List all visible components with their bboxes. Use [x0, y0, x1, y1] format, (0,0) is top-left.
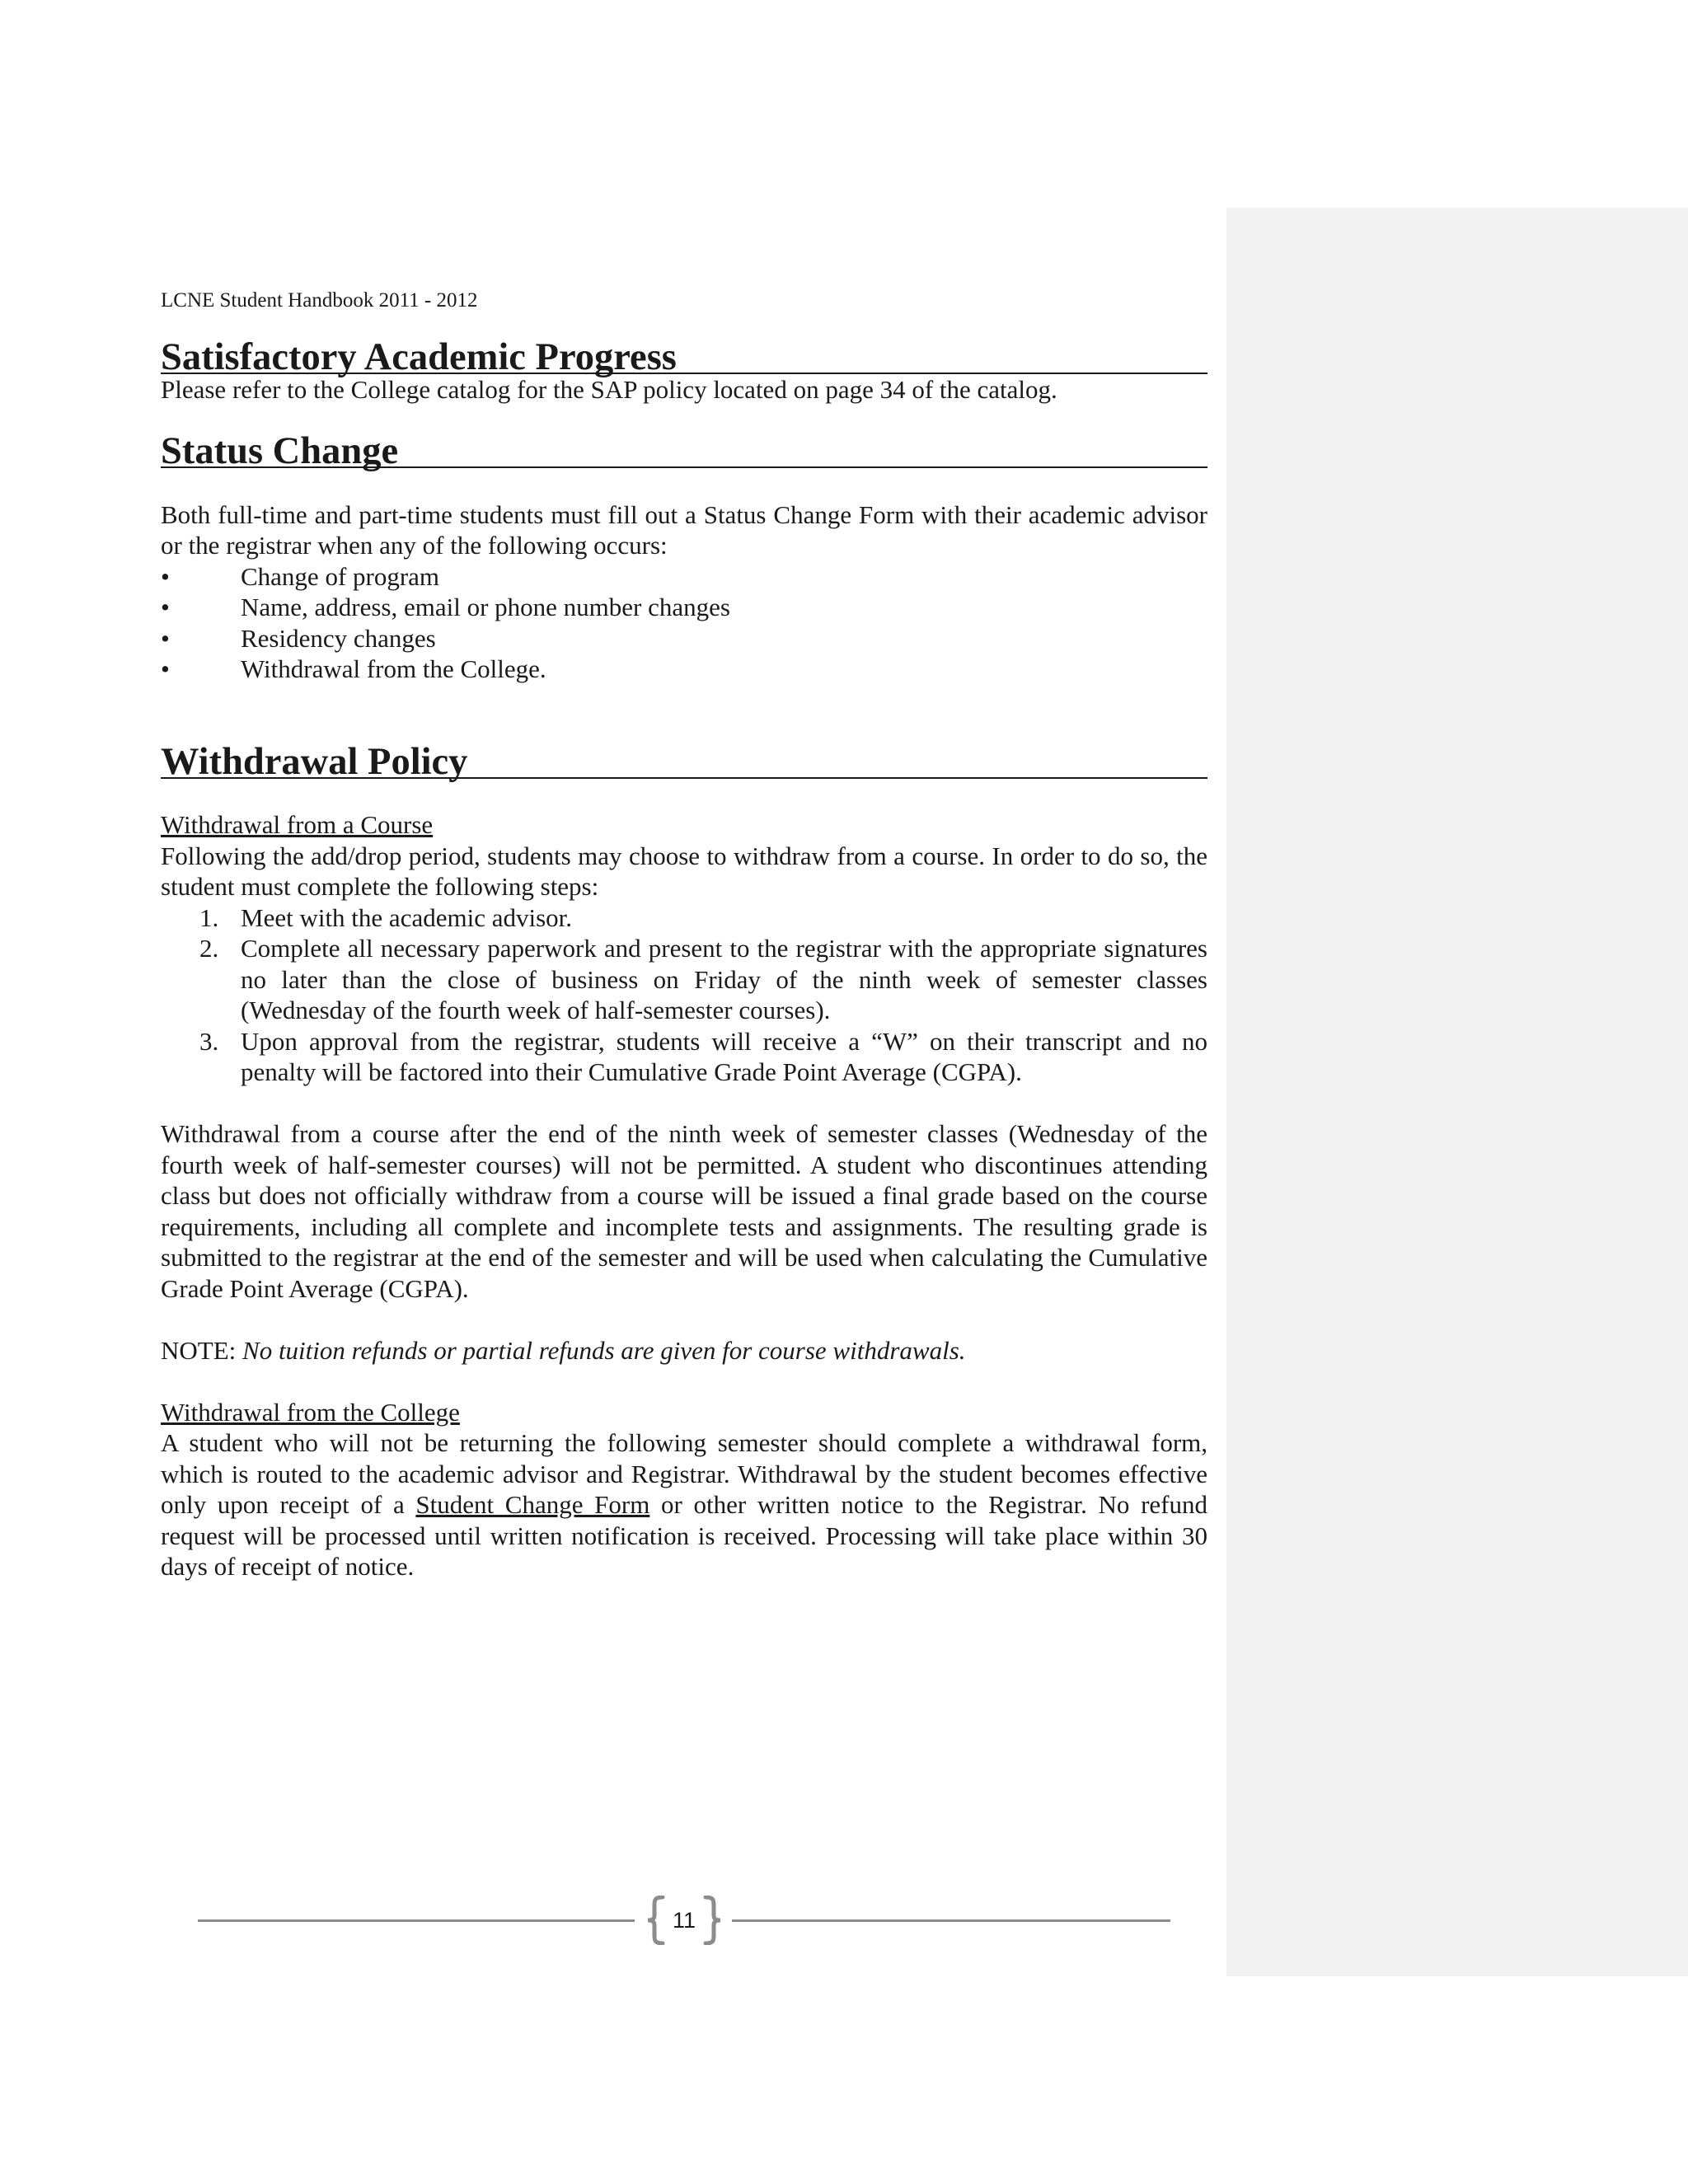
step-number: 1. — [199, 902, 219, 932]
step-text: Complete all necessary paperwork and present to the registrar with the appropriate signatures no later than the close of business on Friday of the ninth week of semester classes (Wednesday of the fourth week of half-semester courses). — [241, 934, 1207, 1024]
withdrawal-course-subheading-line — [161, 809, 1207, 841]
step-number: 3. — [199, 1026, 219, 1056]
list-item — [161, 902, 1207, 934]
bullet-icon: • — [161, 654, 170, 683]
withdrawal-policy-heading: Withdrawal Policy — [161, 747, 1207, 779]
status-change-intro: Both full-time and part-time students must fill out a Status Change Form with their academic advisor or the registrar when any of the following occurs: — [161, 499, 1207, 560]
step-text: Upon approval from the registrar, students will receive a “W” on their transcript and no penalty will be factored into their Cumulative Grade Point Average (CGPA). — [241, 1026, 1207, 1086]
page-number: 11 — [672, 1908, 696, 1933]
bullet-icon: • — [161, 561, 170, 591]
status-change-heading: Status Change — [161, 436, 1207, 468]
withdrawal-course-subheading: Withdrawal from a Course — [161, 810, 434, 839]
page-header: LCNE Student Handbook 2011 - 2012 — [161, 289, 478, 312]
student-change-form-link[interactable]: Student Change Form — [415, 1490, 650, 1519]
withdrawal-steps-list — [161, 902, 1207, 1088]
list-item — [161, 623, 1207, 654]
withdrawal-college-subheading-line — [161, 1397, 1207, 1428]
list-item — [161, 1026, 1207, 1088]
list-item — [161, 592, 1207, 623]
footer-rule-left — [198, 1919, 635, 1922]
page-content — [161, 336, 1207, 1582]
step-text: Meet with the academic advisor. — [241, 902, 573, 932]
list-item — [161, 561, 1207, 593]
withdrawal-course-after-text: Withdrawal from a course after the end of the ninth week of semester classes (Wednesday of the fourth week of half-semester courses) will not be permitted. A student who discontinues attending class but does not officially withdraw from a course will be issued a final grade based on the course requirements, including all complete and incomplete tests and assignments. The resulting grade is submitted to the registrar at the end of the semester and will be used when calculating the Cumulative Grade Point Average (CGPA). — [161, 1119, 1207, 1303]
sap-heading: Satisfactory Academic Progress — [161, 342, 1207, 374]
note-label: NOTE: — [161, 1335, 243, 1365]
bullet-icon: • — [161, 593, 170, 621]
withdrawal-course-intro: Following the add/drop period, students may choose to withdraw from a course. In order to do so, the student must complete the following steps: — [161, 841, 1207, 901]
withdrawal-college-text-part2: or other written notice to the Registrar. No refund request will be processed until written notification is received. Processing will take place within 30 days of receipt of notice. — [161, 1490, 1207, 1581]
withdrawal-note — [161, 1335, 1207, 1366]
comment-pane — [1226, 208, 1688, 1976]
list-item-text: Name, address, email or phone number changes — [241, 593, 730, 621]
list-item — [161, 933, 1207, 1026]
note-text: No tuition refunds or partial refunds are given for course withdrawals. — [242, 1335, 966, 1365]
list-item-text: Withdrawal from the College. — [241, 654, 546, 683]
list-item-text: Residency changes — [241, 623, 436, 653]
list-item — [161, 654, 1207, 685]
sap-text: Please refer to the College catalog for the SAP policy located on page 34 of the catalog. — [161, 375, 1057, 404]
status-change-list — [161, 561, 1207, 685]
page-footer — [198, 1896, 1170, 1945]
withdrawal-college-text — [161, 1427, 1207, 1582]
withdrawal-college-subheading: Withdrawal from the College — [161, 1397, 460, 1427]
step-number: 2. — [199, 934, 219, 963]
withdrawal-college-text-part1: A student who will not be returning the following semester should complete a withdrawal form, which is routed to the academic advisor and Registrar. Withdrawal by the student becomes effective only upon receipt of a — [161, 1428, 1207, 1519]
footer-rule-right — [732, 1919, 1170, 1922]
bullet-icon: • — [161, 623, 170, 653]
list-item-text: Change of program — [241, 561, 440, 591]
